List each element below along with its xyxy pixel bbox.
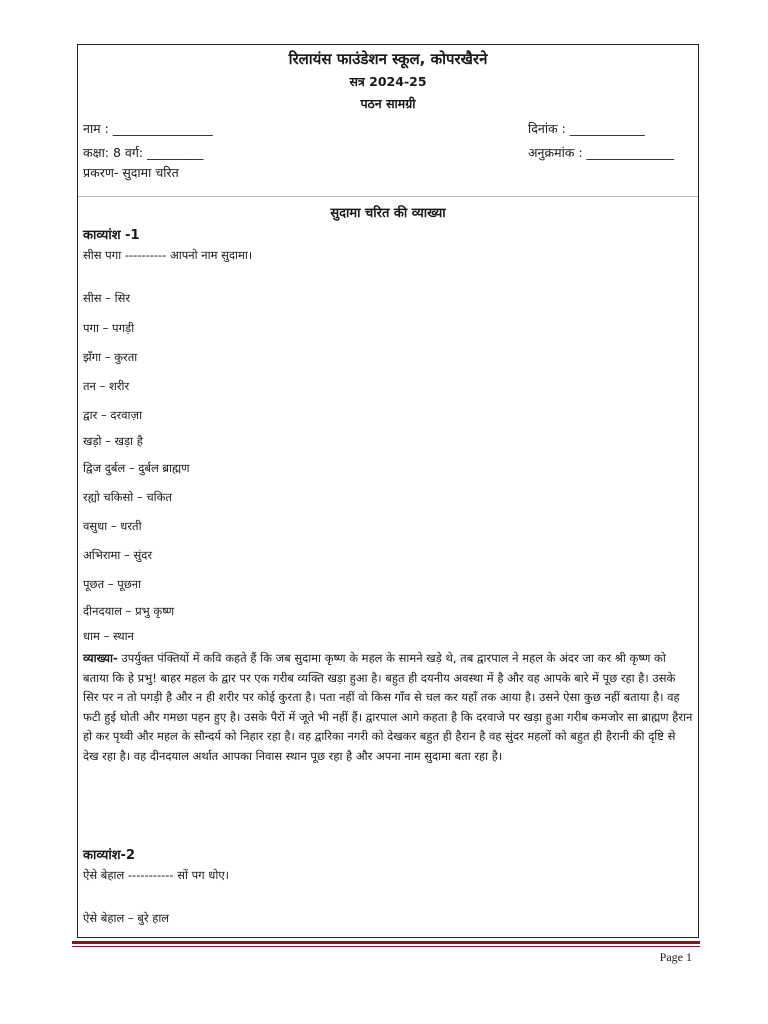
explanation	[83, 649, 693, 766]
stanza2-heading: काव्यांश-2	[83, 848, 135, 863]
name-field: नाम : ________________	[83, 121, 213, 136]
glossary-item: द्विज दुर्बल – दुर्बल ब्राह्मण	[83, 461, 190, 475]
roll-number-field: अनुक्रमांक : ______________	[528, 145, 675, 160]
glossary-item: अभिरामा – सुंदर	[83, 548, 153, 562]
material-title: पठन सामग्री	[360, 96, 416, 111]
stanza2-line: ऐसे बेहाल ----------- सों पग धोए।	[83, 868, 230, 882]
session: सत्र 2024-25	[349, 74, 427, 89]
page-number: Page 1	[659, 950, 692, 964]
glossary-item: पगा – पगड़ी	[83, 321, 135, 335]
explanation-text: उपर्युक्त पंक्तियों में कवि कहते हैं कि जब सुदामा कृष्ण के महल के सामने खड़े थे, तब द्वारपाल ने महल के अंदर जा कर श्री कृष्ण को बताया कि हे प्रभु! बाहर महल के द्वार पर एक गरीब व्यक्ति खड़ा हुआ है। बहुत ही दयनीय अवस्था में है और वह आपके बारे में पूछ रहा है। उसके सिर पर न तो पगड़ी है और न ही शरीर पर कोई कुरता है। पता नहीं वो किस गाँव से चल कर यहाँ तक आया है। उसने ऐसा कुछ नहीं बताया है। वह फटी हुई धोती और गमछा पहन हुए है। उसके पैरों में जूते भी नहीं हैं। द्वारपाल आगे कहता है कि दरवाजे पर खड़ा हुआ गरीब कमजोर सा ब्राह्मण हैरान हो कर पृथ्वी और महल के सौन्दर्य को निहार रहा है। वह द्वारिका नगरी को देखकर बहुत ही हैरान है वह सुंदर महलों को बहुत ही हैरानी की दृष्टि से देख रहा है। वह दीनदयाल अर्थात आपका निवास स्थान पूछ रहा है और अपना नाम सुदामा बता रहा है।	[83, 651, 693, 763]
section-title: सुदामा चरित की व्याख्या	[330, 206, 446, 221]
glossary-item: खड़ो – खड़ा है	[83, 434, 143, 448]
explanation-label: व्याख्या-	[83, 651, 118, 665]
glossary-item: धाम – स्थान	[83, 629, 134, 643]
glossary-item: दीनदयाल – प्रभु कृष्ण	[83, 604, 175, 618]
glossary-item: वसुधा – धरती	[83, 519, 142, 533]
footer-rule	[72, 941, 700, 944]
class-field: कक्षा: 8 वर्ग: _________	[83, 145, 204, 160]
school-name: रिलायंस फाउंडेशन स्कूल, कोपरखैरने	[288, 50, 488, 68]
glossary-item: सीस – सिर	[83, 291, 131, 305]
glossary-item: तन – शरीर	[83, 379, 130, 393]
glossary-item: रह्यो चकिसो – चकित	[83, 490, 172, 504]
footer-rule-thin	[72, 946, 700, 947]
date-field: दिनांक : ____________	[528, 121, 645, 136]
document-frame	[77, 44, 699, 938]
glossary-item: पूछत – पूछना	[83, 577, 142, 591]
divider	[78, 196, 698, 197]
glossary-item: द्वार – दरवाज़ा	[83, 408, 143, 422]
topic-field: प्रकरण- सुदामा चरित	[83, 165, 179, 180]
stanza1-heading: काव्यांश -1	[83, 228, 140, 243]
glossary-item: ऐसे बेहाल – बुरे हाल	[83, 911, 170, 925]
stanza1-line: सीस पगा ---------- आपनो नाम सुदामा।	[83, 248, 253, 262]
glossary-item: झँगा – कुरता	[83, 350, 138, 364]
